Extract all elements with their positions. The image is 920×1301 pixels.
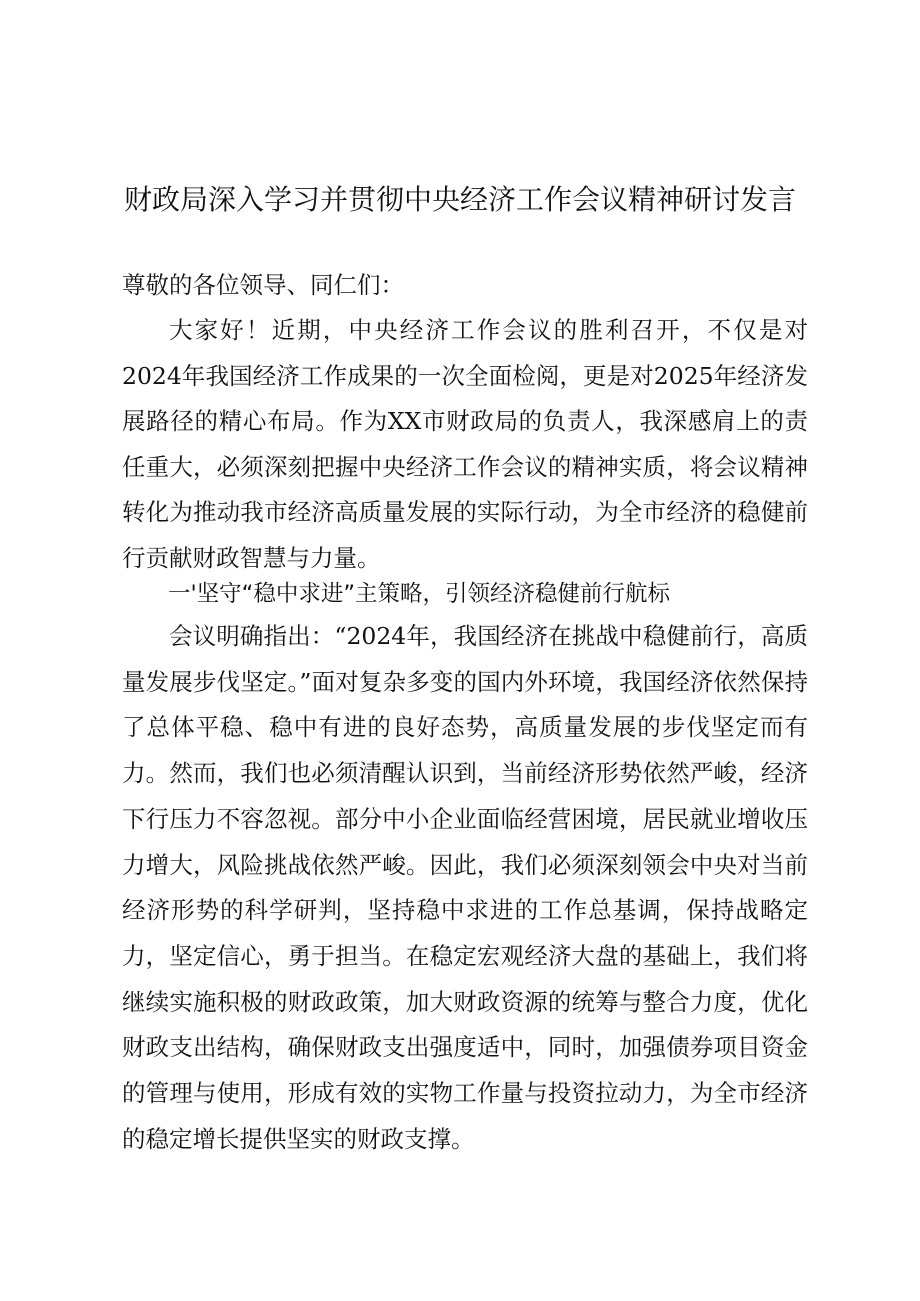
document-title: 财政局深入学习并贯彻中央经济工作会议精神研讨发言 [123,183,796,216]
paragraph-section-1: 会议明确指出：“2024年，我国经济在挑战中稳健前行，高质量发展步伐坚定。”面对复杂多变的国内外环境，我国经济依然保持了总体平稳、稳中有进的良好态势，高质量发展的步伐坚定而有力。然而，我们也必须清醒认识到，当前经济形势依然严峻，经济下行压力不容忽视。部分中小企业面临经营困境，居民就业增收压力增大，风险挑战依然严峻。因此，我们必须深刻领会中央对当前经济形势的科学研判，坚持稳中求进的工作总基调，保持战略定力，坚定信心，勇于担当。在稳定宏观经济大盘的基础上，我们将继续实施积极的财政政策，加大财政资源的统筹与整合力度，优化财政支出结构，确保财政支出强度适中，同时，加强债券项目资金的管理与使用，形成有效的实物工作量与投资拉动力，为全市经济的稳定增长提供坚实的财政支撑。 [122,622,808,1153]
section-heading-1: 一'坚守“稳中求进”主策略，引领经济稳健前行航标 [168,581,670,607]
salutation: 尊敬的各位领导、同仁们： [122,271,404,299]
paragraph-intro: 大家好！近期，中央经济工作会议的胜利召开，不仅是对2024年我国经济工作成果的一次全面检阅，更是对2025年经济发展路径的精心布局。作为XX市财政局的负责人，我深感肩上的责任重大，必须深刻把握中央经济工作会议的精神实质，将会议精神转化为推动我市经济高质量发展的实际行动，为全市经济的稳健前行贡献财政智慧与力量。 [122,316,808,572]
